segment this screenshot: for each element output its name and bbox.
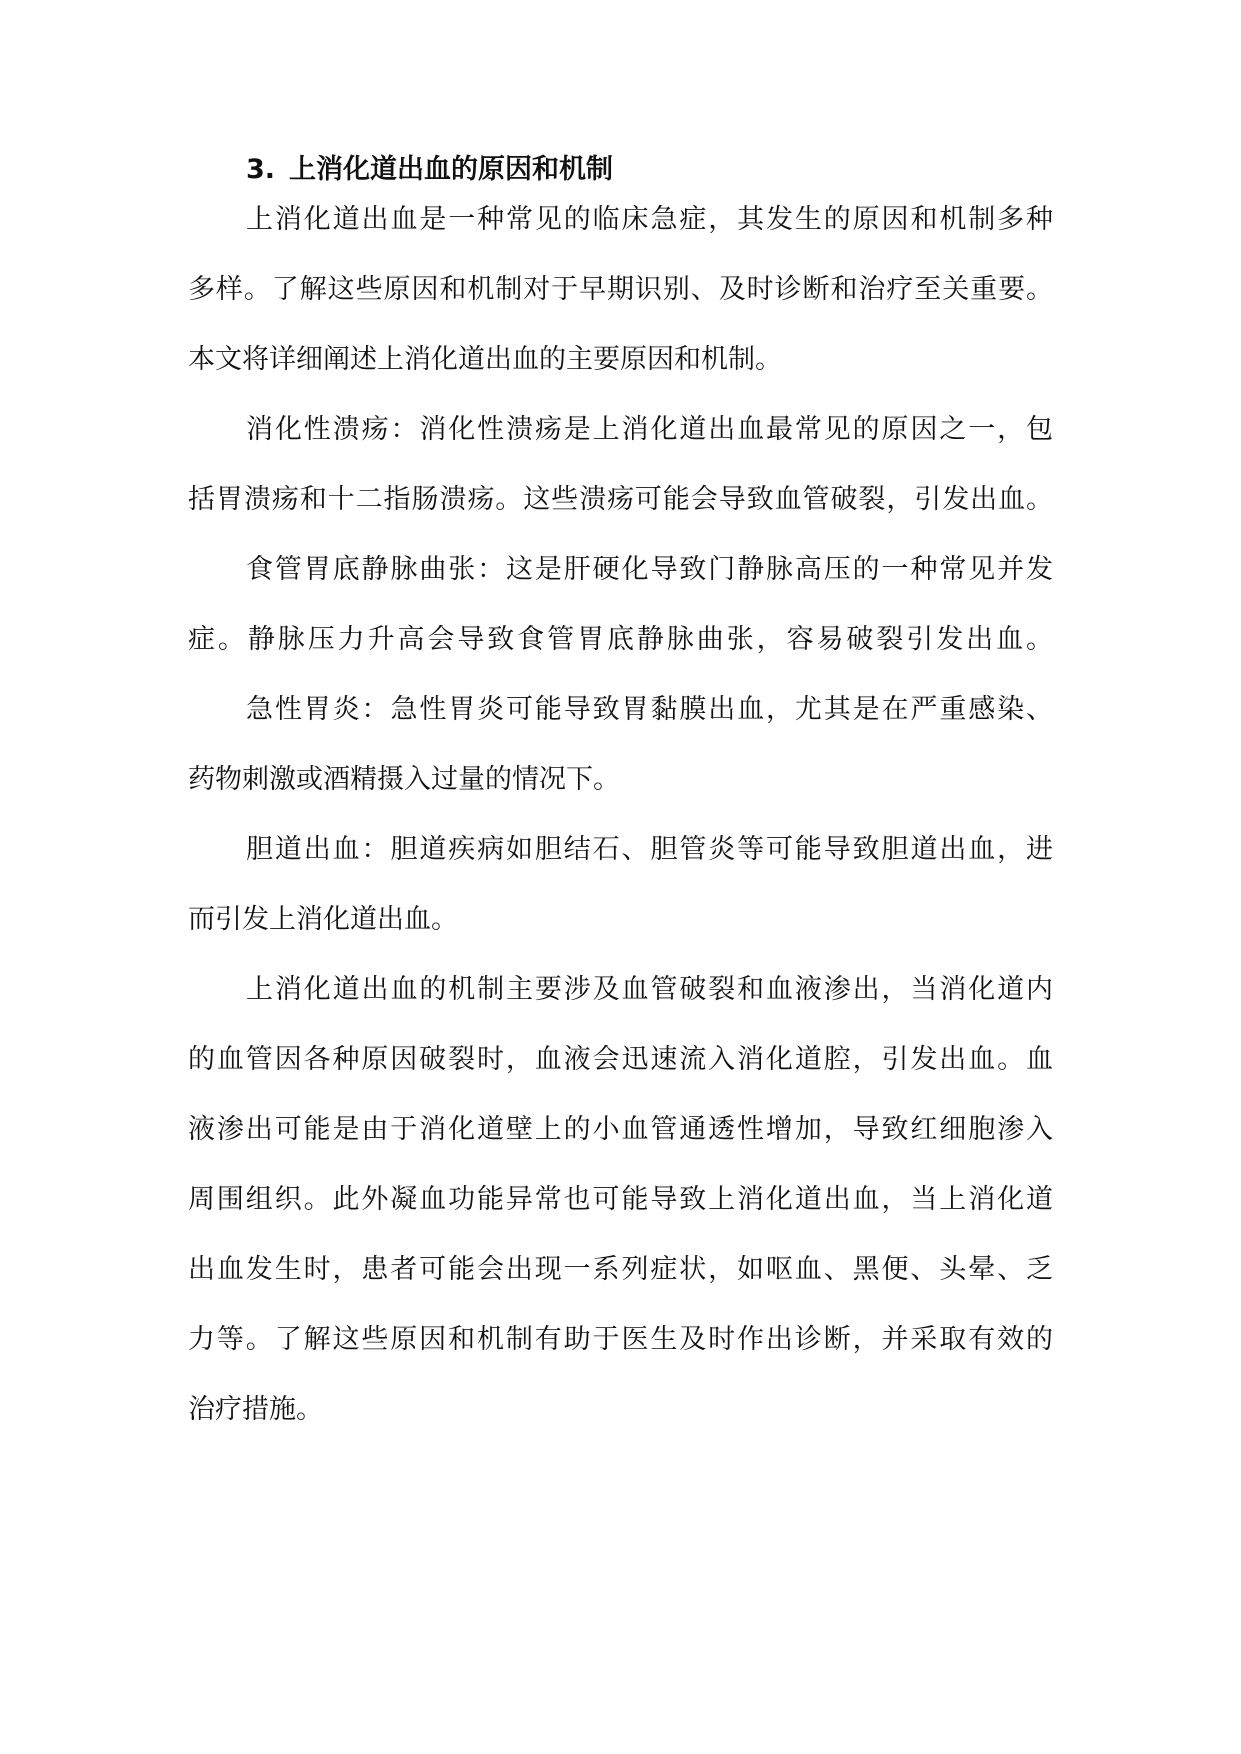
paragraph-line: 治疗措施。 (188, 1394, 323, 1425)
paragraph-line: 力等。了解这些原因和机制有助于医生及时作出诊断，并采取有效的 (188, 1324, 1053, 1355)
paragraph-line: 胆道出血：胆道疾病如胆结石、胆管炎等可能导致胆道出血，进 (246, 834, 1053, 865)
paragraph-line: 本文将详细阐述上消化道出血的主要原因和机制。 (188, 344, 782, 375)
section-title: 上消化道出血的原因和机制 (289, 154, 614, 185)
paragraph-line: 急性胃炎：急性胃炎可能导致胃黏膜出血，尤其是在严重感染、 (246, 694, 1053, 725)
paragraph-line: 多样。了解这些原因和机制对于早期识别、及时诊断和治疗至关重要。 (188, 274, 1053, 305)
paragraph-line: 出血发生时，患者可能会出现一系列症状，如呕血、黑便、头晕、乏 (188, 1254, 1053, 1285)
paragraph-line: 周围组织。此外凝血功能异常也可能导致上消化道出血，当上消化道 (188, 1184, 1053, 1215)
section-heading (246, 150, 613, 190)
section-number: 3. (246, 154, 276, 185)
paragraph-line: 括胃溃疡和十二指肠溃疡。这些溃疡可能会导致血管破裂，引发出血。 (188, 484, 1053, 515)
paragraph-line: 上消化道出血的机制主要涉及血管破裂和血液渗出，当消化道内 (246, 974, 1053, 1005)
paragraph-line: 消化性溃疡：消化性溃疡是上消化道出血最常见的原因之一，包 (246, 414, 1053, 445)
paragraph-line: 的血管因各种原因破裂时，血液会迅速流入消化道腔，引发出血。血 (188, 1044, 1053, 1075)
paragraph-line: 液渗出可能是由于消化道壁上的小血管通透性增加，导致红细胞渗入 (188, 1114, 1053, 1145)
paragraph-line: 药物刺激或酒精摄入过量的情况下。 (188, 764, 620, 795)
paragraph-line: 症。静脉压力升高会导致食管胃底静脉曲张，容易破裂引发出血。 (188, 624, 1053, 655)
paragraph-line: 上消化道出血是一种常见的临床急症，其发生的原因和机制多种 (246, 204, 1053, 235)
paragraph-line: 食管胃底静脉曲张：这是肝硬化导致门静脉高压的一种常见并发 (246, 554, 1053, 585)
paragraph-line: 而引发上消化道出血。 (188, 904, 458, 935)
